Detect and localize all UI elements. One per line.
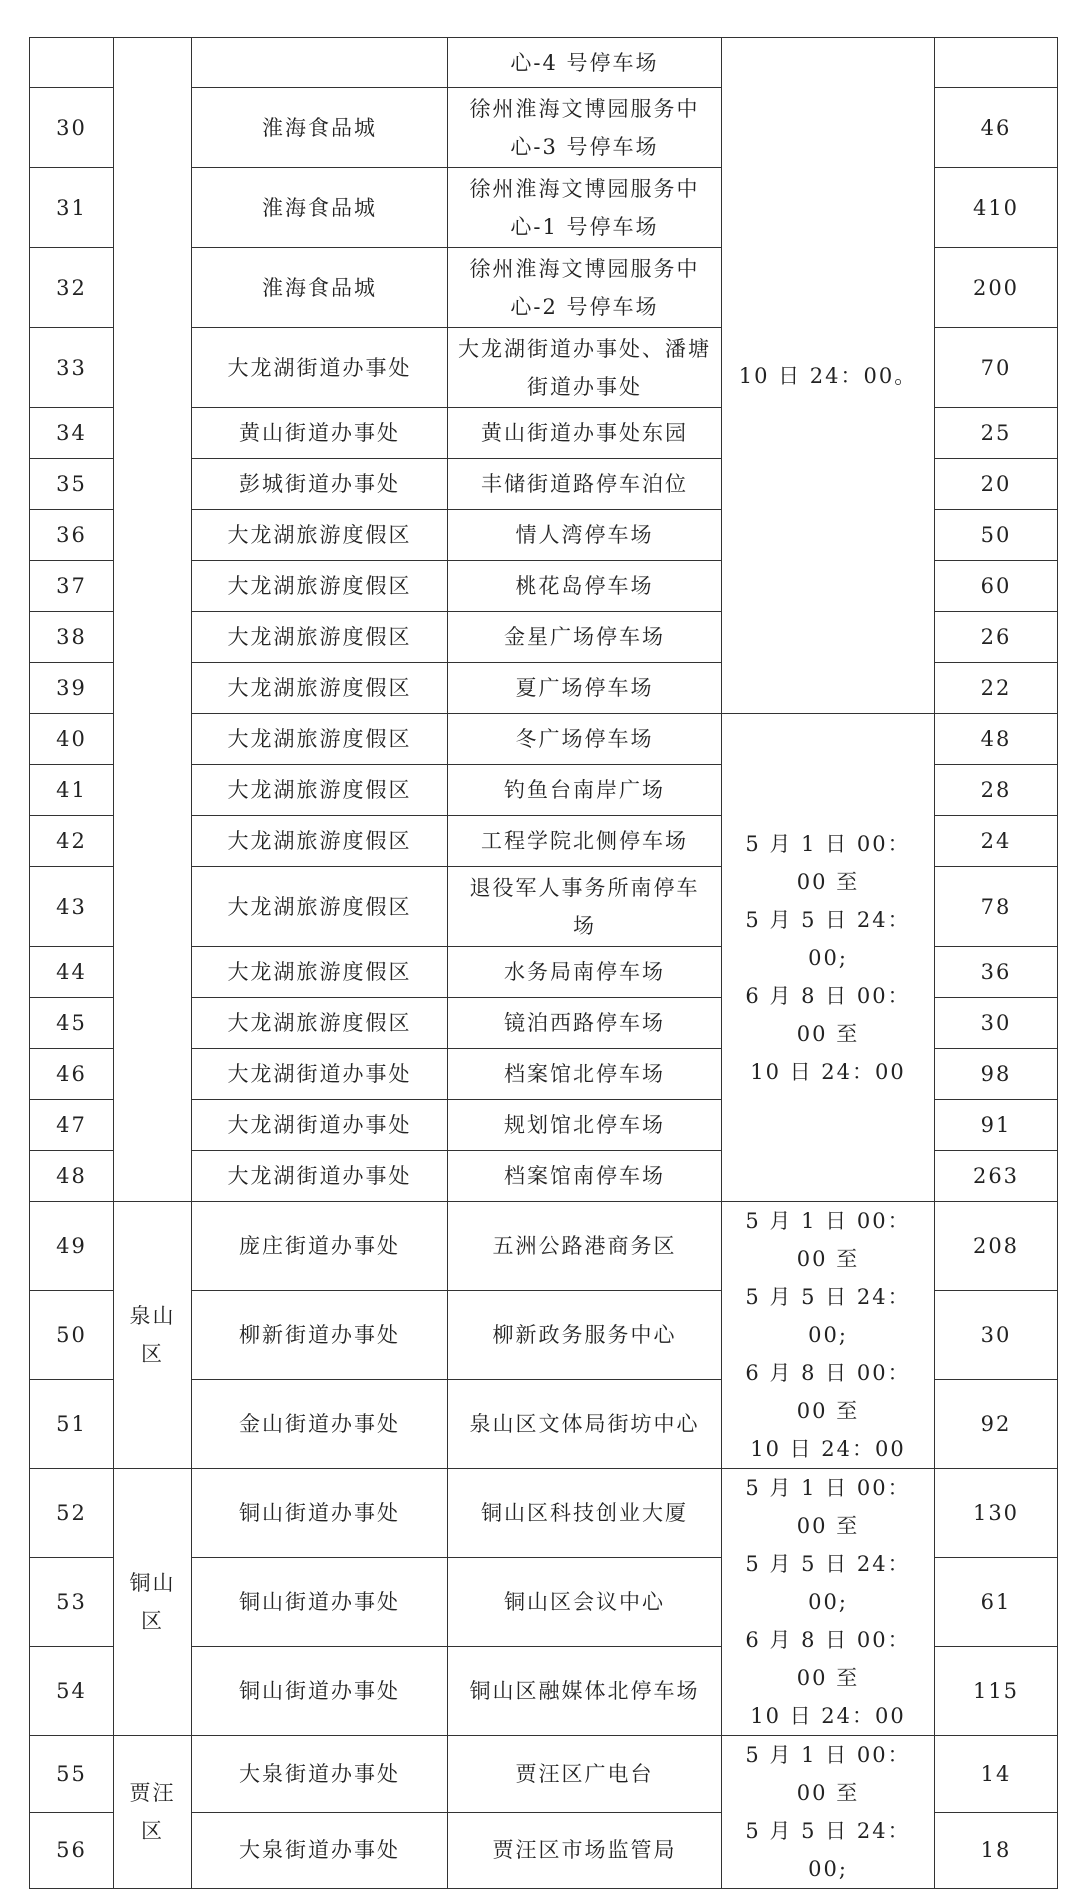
district-label: 泉山: [129, 1304, 176, 1328]
parking-spaces: 60: [935, 561, 1058, 612]
parking-lot-name: [448, 168, 722, 248]
row-number: 38: [30, 612, 114, 663]
unit-name: 庞庄街道办事处: [192, 1202, 448, 1291]
table-row: [30, 1736, 1058, 1813]
row-number: 50: [30, 1291, 114, 1380]
parking-spaces: 36: [935, 947, 1058, 998]
unit-name: 大龙湖街道办事处: [192, 1049, 448, 1100]
row-number: [30, 38, 114, 88]
open-period: [722, 1202, 935, 1469]
parking-lot-line: 泉山区文体局街坊中心: [469, 1412, 700, 1436]
unit-name: 大龙湖旅游度假区: [192, 765, 448, 816]
parking-spaces: 91: [935, 1100, 1058, 1151]
parking-lot-line: 柳新政务服务中心: [492, 1323, 677, 1347]
parking-lot-name: [448, 1812, 722, 1889]
district-label: 铜山: [129, 1571, 176, 1595]
parking-lot-name: [448, 1100, 722, 1151]
row-number: 51: [30, 1380, 114, 1469]
parking-spaces: 70: [935, 328, 1058, 408]
unit-name: [192, 38, 448, 88]
parking-lot-line: 退役军人事务所南停车: [469, 875, 700, 900]
unit-name: 柳新街道办事处: [192, 1291, 448, 1380]
parking-lot-line: 徐州淮海文博园服务中: [469, 256, 700, 281]
row-number: 41: [30, 765, 114, 816]
parking-spaces: 50: [935, 510, 1058, 561]
open-period-line: 10 日 24：00。: [738, 363, 918, 388]
row-number: 55: [30, 1736, 114, 1813]
row-number: 54: [30, 1647, 114, 1736]
parking-spaces: 410: [935, 168, 1058, 248]
parking-lot-name: [448, 816, 722, 867]
parking-spaces: 28: [935, 765, 1058, 816]
unit-name: 淮海食品城: [192, 88, 448, 168]
open-period-line: 10 日 24：00: [750, 1437, 906, 1461]
open-period-line: 5 月 1 日 00：00 至: [745, 831, 911, 894]
open-period: [722, 1469, 935, 1736]
parking-lot-line: 大龙湖街道办事处、潘塘: [458, 336, 711, 361]
row-number: 56: [30, 1812, 114, 1889]
open-period-line: 6 月 8 日 00：00 至: [745, 1628, 911, 1690]
unit-name: 铜山街道办事处: [192, 1647, 448, 1736]
row-number: 36: [30, 510, 114, 561]
parking-lot-line: 夏广场停车场: [515, 676, 654, 700]
open-period-line: 6 月 8 日 00：00 至: [745, 1361, 911, 1423]
open-period-line: 5 月 5 日 24：00;: [745, 907, 911, 970]
unit-name: 大泉街道办事处: [192, 1812, 448, 1889]
district-label: 区: [141, 1342, 164, 1366]
district-label: 贾汪: [129, 1781, 176, 1805]
open-period-line: 5 月 1 日 00：00 至: [745, 1476, 911, 1538]
parking-lot-line: 铜山区融媒体北停车场: [469, 1679, 700, 1703]
parking-lot-line: 工程学院北侧停车场: [481, 829, 688, 853]
open-period: [722, 1736, 935, 1889]
row-number: 43: [30, 867, 114, 947]
parking-lot-line: 街道办事处: [527, 374, 642, 399]
parking-lot-name: [448, 1736, 722, 1813]
unit-name: 黄山街道办事处: [192, 408, 448, 459]
unit-name: 大龙湖街道办事处: [192, 1100, 448, 1151]
row-number: 47: [30, 1100, 114, 1151]
open-period-line: 5 月 1 日 00：00 至: [745, 1743, 911, 1805]
open-period-line: 10 日 24：00: [750, 1704, 906, 1728]
parking-lot-line: 规划馆北停车场: [504, 1113, 665, 1137]
row-number: 30: [30, 88, 114, 168]
parking-spaces: 22: [935, 663, 1058, 714]
open-period-line: 5 月 1 日 00：00 至: [745, 1209, 911, 1271]
parking-lot-name: [448, 1558, 722, 1647]
parking-lot-line: 档案馆南停车场: [504, 1164, 665, 1188]
open-period-line: 10 日 24：00: [750, 1059, 906, 1084]
open-period-line: 5 月 5 日 24：00;: [745, 1819, 911, 1881]
parking-lot-line: 场: [573, 913, 596, 938]
parking-lot-line: 心-1 号停车场: [510, 214, 659, 239]
parking-lot-name: [448, 408, 722, 459]
parking-lot-line: 黄山街道办事处东园: [481, 421, 688, 445]
unit-name: 大龙湖旅游度假区: [192, 867, 448, 947]
row-number: 52: [30, 1469, 114, 1558]
parking-lot-name: [448, 1380, 722, 1469]
parking-lot-name: [448, 765, 722, 816]
open-period: [722, 38, 935, 714]
row-number: 49: [30, 1202, 114, 1291]
row-number: 33: [30, 328, 114, 408]
parking-lot-line: 徐州淮海文博园服务中: [469, 96, 700, 121]
parking-lot-line: 情人湾停车场: [515, 523, 654, 547]
unit-name: 大龙湖旅游度假区: [192, 663, 448, 714]
district-cell: [114, 38, 192, 1202]
unit-name: 大龙湖旅游度假区: [192, 947, 448, 998]
parking-lot-line: 铜山区科技创业大厦: [481, 1501, 688, 1525]
parking-lot-name: [448, 947, 722, 998]
parking-lot-line: 徐州淮海文博园服务中: [469, 176, 700, 201]
parking-lot-line: 贾汪区广电台: [515, 1761, 654, 1786]
parking-lot-name: [448, 867, 722, 947]
row-number: 45: [30, 998, 114, 1049]
parking-spaces: 130: [935, 1469, 1058, 1558]
unit-name: 铜山街道办事处: [192, 1558, 448, 1647]
unit-name: 大龙湖旅游度假区: [192, 612, 448, 663]
parking-spaces: 115: [935, 1647, 1058, 1736]
table-body: [30, 38, 1058, 1889]
parking-spaces: 24: [935, 816, 1058, 867]
district-label: 区: [141, 1819, 164, 1843]
parking-lot-name: [448, 998, 722, 1049]
parking-lot-name: [448, 663, 722, 714]
row-number: 32: [30, 248, 114, 328]
unit-name: 大龙湖旅游度假区: [192, 714, 448, 765]
row-number: 53: [30, 1558, 114, 1647]
parking-lot-name: [448, 510, 722, 561]
parking-lot-line: 档案馆北停车场: [504, 1062, 665, 1086]
parking-spaces: 92: [935, 1380, 1058, 1469]
unit-name: 大龙湖旅游度假区: [192, 816, 448, 867]
parking-lot-name: [448, 612, 722, 663]
parking-lot-line: 金星广场停车场: [504, 625, 665, 649]
row-number: 44: [30, 947, 114, 998]
parking-spaces: 61: [935, 1558, 1058, 1647]
parking-spaces: 200: [935, 248, 1058, 328]
parking-lot-name: [448, 714, 722, 765]
parking-lot-name: [448, 1469, 722, 1558]
row-number: 37: [30, 561, 114, 612]
unit-name: 大龙湖街道办事处: [192, 1151, 448, 1202]
parking-spaces: 20: [935, 459, 1058, 510]
district-label: 区: [141, 1609, 164, 1633]
parking-spaces: 18: [935, 1812, 1058, 1889]
parking-spaces: 26: [935, 612, 1058, 663]
parking-spaces: 30: [935, 998, 1058, 1049]
unit-name: 大泉街道办事处: [192, 1736, 448, 1813]
row-number: 42: [30, 816, 114, 867]
open-period: [722, 714, 935, 1202]
parking-spaces: [935, 38, 1058, 88]
open-period-line: 6 月 8 日 00：00 至: [745, 983, 911, 1046]
table-row: [30, 38, 1058, 88]
parking-spaces: 78: [935, 867, 1058, 947]
unit-name: 大龙湖街道办事处: [192, 328, 448, 408]
parking-lot-line: 五洲公路港商务区: [492, 1234, 677, 1258]
parking-lot-name: [448, 328, 722, 408]
open-period-line: 5 月 5 日 24：00;: [745, 1552, 911, 1614]
parking-lot-line: 铜山区会议中心: [504, 1590, 665, 1614]
parking-lot-name: [448, 1151, 722, 1202]
row-number: 46: [30, 1049, 114, 1100]
table-row: [30, 1202, 1058, 1291]
parking-table: [29, 37, 1058, 1889]
unit-name: 大龙湖旅游度假区: [192, 510, 448, 561]
parking-lot-name: [448, 459, 722, 510]
parking-lot-line: 贾汪区市场监管局: [492, 1838, 677, 1863]
parking-lot-name: [448, 1049, 722, 1100]
parking-lot-line: 钓鱼台南岸广场: [504, 778, 665, 802]
row-number: 31: [30, 168, 114, 248]
parking-lot-line: 心-2 号停车场: [510, 294, 659, 319]
parking-lot-line: 心-4 号停车场: [510, 50, 659, 75]
unit-name: 大龙湖旅游度假区: [192, 998, 448, 1049]
row-number: 48: [30, 1151, 114, 1202]
parking-spaces: 14: [935, 1736, 1058, 1813]
district-jiawang: [114, 1736, 192, 1889]
open-period-line: 5 月 5 日 24：00;: [745, 1285, 911, 1347]
parking-lot-name: [448, 248, 722, 328]
parking-spaces: 98: [935, 1049, 1058, 1100]
parking-lot-line: 水务局南停车场: [504, 960, 665, 984]
unit-name: 淮海食品城: [192, 168, 448, 248]
unit-name: 大龙湖旅游度假区: [192, 561, 448, 612]
table-row: [30, 1469, 1058, 1558]
parking-spaces: 208: [935, 1202, 1058, 1291]
parking-lot-line: 心-3 号停车场: [510, 134, 659, 159]
parking-spaces: 46: [935, 88, 1058, 168]
district-tongshan: [114, 1469, 192, 1736]
parking-lot-line: 丰储街道路停车泊位: [481, 472, 688, 496]
parking-spaces: 263: [935, 1151, 1058, 1202]
unit-name: 铜山街道办事处: [192, 1469, 448, 1558]
parking-lot-line: 桃花岛停车场: [515, 574, 654, 598]
parking-lot-name: [448, 38, 722, 88]
row-number: 34: [30, 408, 114, 459]
parking-lot-line: 冬广场停车场: [515, 727, 654, 751]
district-quanshan: [114, 1202, 192, 1469]
parking-lot-name: [448, 561, 722, 612]
parking-lot-line: 镜泊西路停车场: [504, 1011, 665, 1035]
unit-name: 彭城街道办事处: [192, 459, 448, 510]
parking-spaces: 30: [935, 1291, 1058, 1380]
parking-lot-name: [448, 1202, 722, 1291]
parking-lot-name: [448, 1647, 722, 1736]
row-number: 39: [30, 663, 114, 714]
parking-lot-name: [448, 88, 722, 168]
row-number: 35: [30, 459, 114, 510]
unit-name: 淮海食品城: [192, 248, 448, 328]
row-number: 40: [30, 714, 114, 765]
parking-lot-name: [448, 1291, 722, 1380]
unit-name: 金山街道办事处: [192, 1380, 448, 1469]
parking-spaces: 48: [935, 714, 1058, 765]
parking-spaces: 25: [935, 408, 1058, 459]
